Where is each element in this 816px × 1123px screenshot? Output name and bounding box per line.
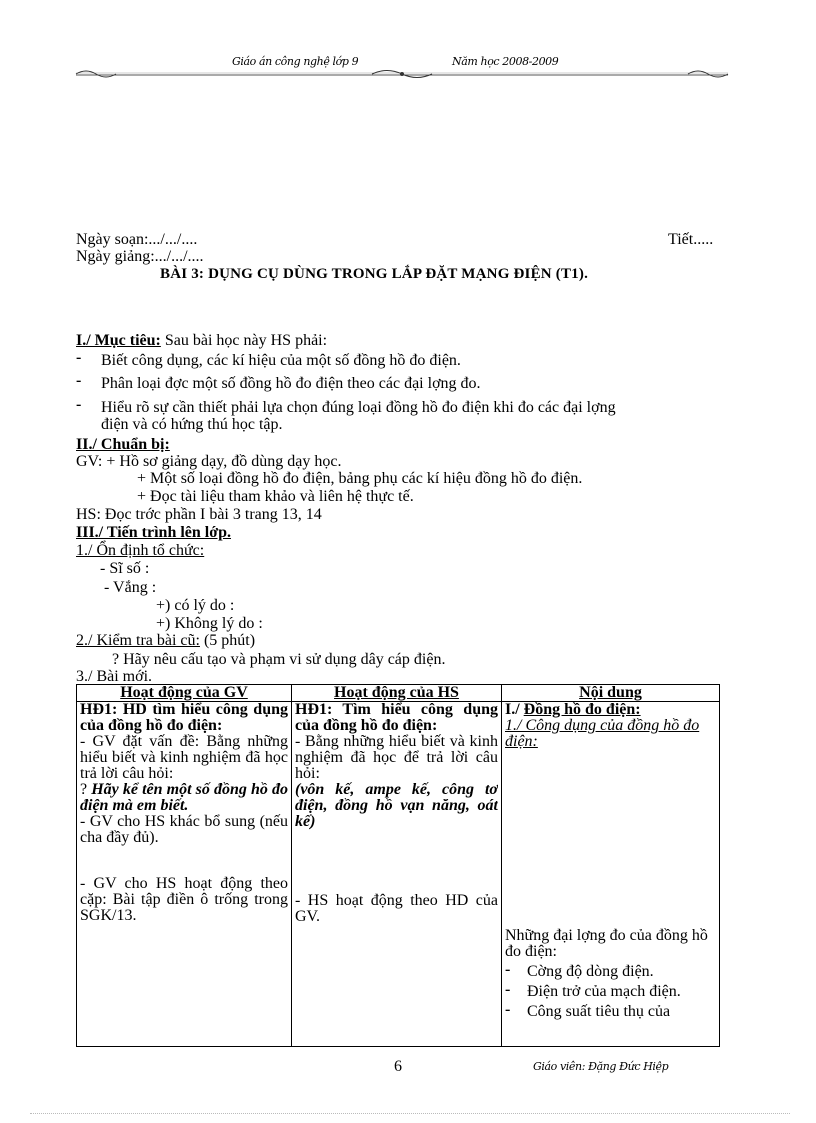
content-heading-line: I./ Đồng hồ đo điện: <box>505 702 641 718</box>
column-header-teacher: Hoạt động của GV <box>77 685 292 702</box>
content-cell <box>502 702 720 1047</box>
absent-label: - Vắng : <box>104 579 157 596</box>
bullet-marker: - <box>76 372 82 389</box>
objectives-intro: Sau bài học này HS phải: <box>160 332 328 349</box>
review-question: ? Hãy nêu cấu tạo và phạm vi sử dụng dây cáp điện. <box>112 651 446 668</box>
old-lesson-check-label: 2./ Kiểm tra bài cũ: <box>76 632 200 649</box>
student-answer: (vôn kế, ampe kế, công tơ điện, đồng hồ vạn năng, oát kế) <box>295 781 498 830</box>
header-subject: Giáo án công nghệ lớp 9 <box>232 55 359 68</box>
page-number: 6 <box>394 1058 402 1075</box>
list-item: - Công suất tiêu thụ của <box>505 1001 671 1020</box>
bullet-marker: - <box>505 961 511 978</box>
header-ornament-rule <box>72 66 732 82</box>
teacher-activity-title: HĐ1: HD tìm hiểu công dụng của đồng hồ đo điện: <box>80 702 288 734</box>
class-organization: 1./ Ổn định tổ chức: <box>76 542 205 559</box>
teacher-name: Giáo viên: Đặng Đức Hiệp <box>533 1060 669 1073</box>
content-measurands-intro: Những đại lợng đo của đồng hồ đo điện: <box>505 927 708 960</box>
prep-date: Ngày soạn:.../.../.... <box>76 231 198 248</box>
column-header-student: Hoạt động của HS <box>292 685 502 702</box>
teacher-activity-pairwork: - GV cho HS hoạt động theo cặp: Bài tập điền ô trống trong SGK/13. <box>80 875 288 924</box>
content-heading: Đồng hồ đo điện: <box>523 702 641 718</box>
table-row <box>77 702 720 1047</box>
teacher-question-line: ? Hãy kể tên một số đồng hồ đo điện mà em biết. <box>80 781 288 814</box>
procedure-heading: III./ Tiến trình lên lớp. <box>76 524 231 541</box>
list-item: - Điện trở của mạch điện. <box>505 981 681 1000</box>
teacher-prep-1: GV: + Hồ sơ giảng dạy, đồ dùng dạy học. <box>76 453 342 470</box>
attendance-count: - Sĩ số : <box>100 560 150 577</box>
absent-with-reason: +) có lý do : <box>156 597 235 614</box>
list-item: - Cờng độ dòng điện. <box>505 961 654 980</box>
student-activity-title: HĐ1: Tìm hiểu công dụng của đồng hồ đo điện: <box>295 702 498 734</box>
new-lesson-label: 3./ Bài mới. <box>76 668 153 685</box>
bullet-marker: - <box>76 396 82 413</box>
header-school-year: Năm học 2008-2009 <box>452 55 559 68</box>
student-activity-intro: - Bằng những hiểu biết và kinh nghiệm đã học để trả lời câu hỏi: <box>295 733 498 782</box>
teacher-question: Hãy kể tên một số đồng hồ đo điện mà em biết. <box>80 781 288 814</box>
student-activity-cell <box>292 702 502 1047</box>
bullet-marker: - <box>505 1001 511 1018</box>
bottom-divider <box>30 1113 790 1114</box>
period-number: Tiết..... <box>668 231 714 248</box>
old-lesson-check-time: (5 phút) <box>199 632 256 649</box>
objective-item-continued: điện và có hứng thú học tập. <box>101 416 283 433</box>
content-subheading: 1./ Công dụng của đồng hồ đo điện: <box>505 717 700 750</box>
student-activity-pairwork: - HS hoạt động theo HD của GV. <box>295 892 498 925</box>
lesson-title: BÀI 3: DỤNG CỤ DÙNG TRONG LẮP ĐẶT MẠNG ĐIỆN (T1). <box>160 266 589 282</box>
table-header-row <box>77 685 720 702</box>
teacher-activity-cell <box>77 702 292 1047</box>
bullet-marker: - <box>505 981 511 998</box>
teacher-activity-intro: - GV đặt vấn đề: Bằng những hiểu biết và kinh nghiệm đã học trả lời câu hỏi: <box>80 733 288 782</box>
objectives-line <box>76 332 327 349</box>
teacher-prep-2: + Một số loại đồng hồ đo điện, bảng phụ các kí hiệu đồng hồ đo điện. <box>137 470 583 487</box>
preparation-heading: II./ Chuẩn bị: <box>76 436 170 453</box>
student-prep: HS: Đọc trớc phần I bài 3 trang 13, 14 <box>76 506 322 523</box>
old-lesson-check <box>76 632 255 649</box>
teacher-prep-3: + Đọc tài liệu tham khảo và liên hệ thực tế. <box>137 488 414 505</box>
bullet-marker: - <box>76 349 82 366</box>
teacher-activity-supplement: - GV cho HS khác bổ sung (nếu cha đầy đủ). <box>80 813 288 846</box>
objectives-heading: I./ Mục tiêu: <box>76 332 161 349</box>
absent-without-reason: +) Không lý do : <box>156 615 263 632</box>
teaching-date: Ngày giảng:.../.../.... <box>76 248 204 265</box>
column-header-content: Nội dung <box>502 685 720 702</box>
lesson-activity-table <box>76 684 720 1047</box>
